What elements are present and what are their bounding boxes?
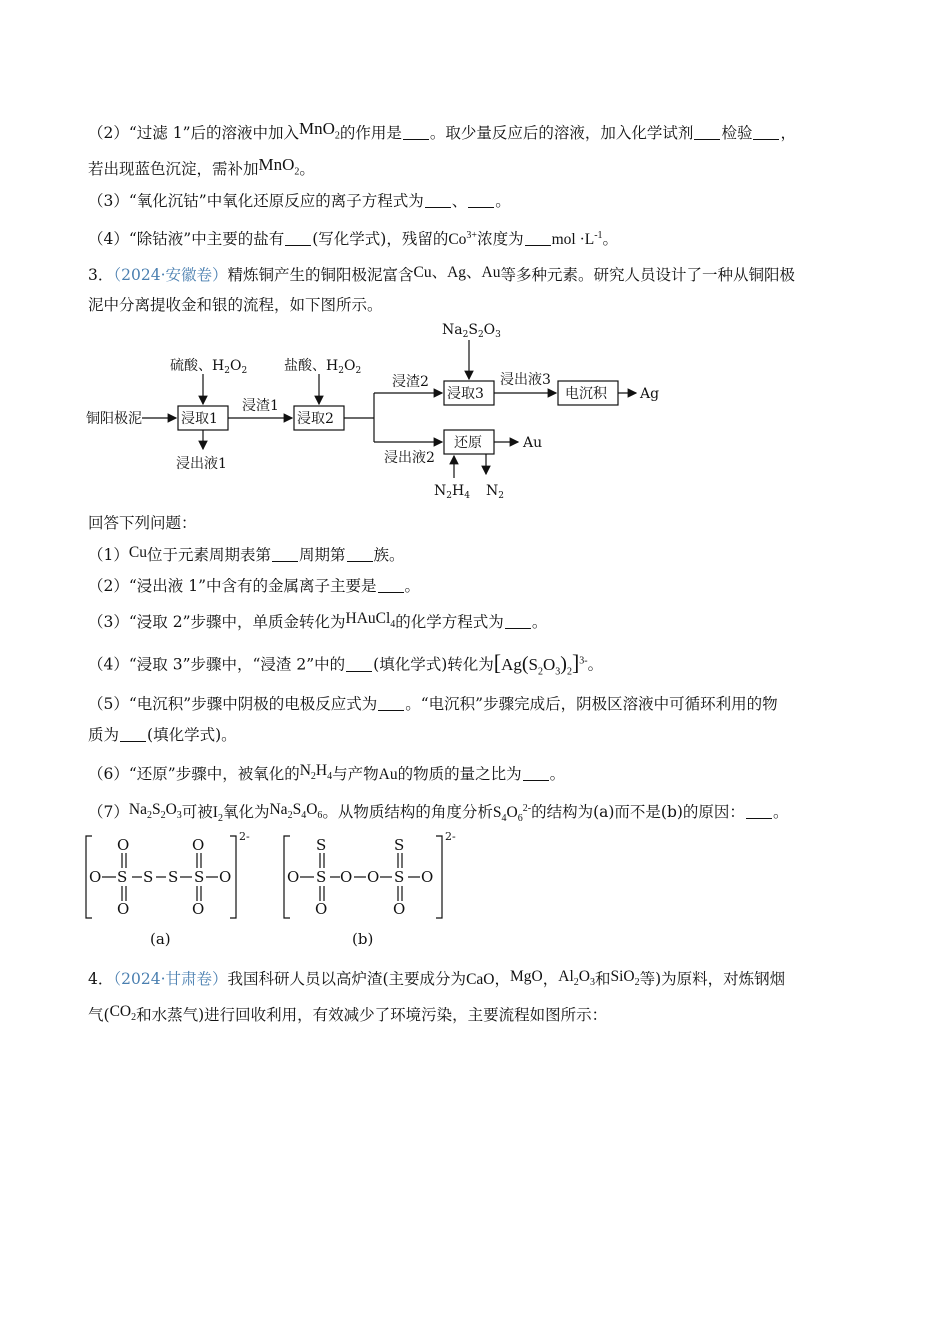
answer-blank[interactable] [468, 192, 494, 208]
residue-2: 浸渣2 [392, 374, 429, 390]
answer-blank[interactable] [378, 577, 404, 593]
box-reduce-label: 还原 [454, 435, 482, 451]
svg-text:O: O [192, 836, 205, 854]
answer-blank[interactable] [694, 124, 720, 140]
q3-sub-5-line1: （5）“电沉积”步骤中阴极的电极反应式为 。“电沉积”步骤完成后，阴极区溶液中可循环利用的物 [88, 695, 778, 713]
svg-text:O: O [340, 868, 353, 886]
q3-sub-5-line2: 质为 (填化学式)。 [88, 726, 237, 744]
answer-blank[interactable] [285, 230, 311, 246]
answer-blank[interactable] [403, 124, 429, 140]
leachate-2: 浸出液2 [384, 450, 435, 466]
structure-diagrams [84, 830, 464, 955]
svg-text:O: O [421, 868, 434, 886]
answer-blank[interactable] [272, 546, 298, 562]
q3-intro-line2: 泥中分离提收金和银的流程，如下图所示。 [88, 296, 383, 314]
answer-blank[interactable] [347, 546, 373, 562]
svg-text:S: S [117, 868, 128, 886]
product-au: Au [523, 435, 543, 451]
svg-text:S: S [316, 868, 327, 886]
q4-line1: 4．（2024·甘肃卷）我国科研人员以高炉渣(主要成分为CaO，MgO，$Al_2O_3$和SiO$_2$等)为原料，对炼钢烟 [88, 968, 786, 989]
answer-blank[interactable] [753, 124, 779, 140]
box-electro-label: 电沉积 [565, 386, 607, 402]
answer-blank[interactable] [346, 656, 372, 672]
svg-text:2-: 2- [239, 830, 250, 843]
question-source: （2024·甘肃卷） [113, 970, 228, 988]
answer-blank[interactable] [523, 765, 549, 781]
answer-blank[interactable] [746, 803, 772, 819]
mno2-formula: MnO$_2$ [299, 119, 340, 142]
flow-diagram [84, 318, 684, 508]
leachate-3: 浸出液3 [500, 372, 551, 388]
svg-text:S: S [316, 836, 327, 854]
svg-text:O: O [393, 900, 406, 918]
q3-sub-7: $(7)Na_2S_2O_3$可被$I_2$氧化为$Na_2S_4O_6$。从物质结构的角度分析$S_4O_6^{2-}$的结构为(a)而不是(b)的原因： 。 [88, 801, 789, 825]
product-ag: Ag [640, 386, 660, 402]
answer-blank[interactable] [378, 695, 404, 711]
element-list: Cu、Ag、Au [413, 264, 501, 281]
svg-text:S: S [194, 868, 205, 886]
svg-text:S: S [168, 868, 179, 886]
q3-intro-line1: 3．（2024·安徽卷）精炼铜产生的铜阳极泥富含Cu、Ag、Au等多种元素。研究人员设计了一种从铜阳极 [88, 264, 796, 284]
svg-text:2-: 2- [445, 830, 456, 843]
reagent-na2s2o3: $Na_2S_2O_3$ [442, 322, 501, 340]
flow-start: 铜阳极泥 [86, 411, 142, 427]
q3-sub-6: （6）“还原”步骤中，被氧化的$N_2H_4$与产物Au的物质的量之比为 。 [88, 762, 566, 783]
box-leach3-label: 浸取3 [447, 386, 484, 402]
q3-sub-4: （4）“浸取 3”步骤中，“浸渣 2”中的 (填化学式)转化为$[Ag(S_2O_3)_2]^{3-}$。 [88, 649, 604, 678]
answer-blank[interactable] [525, 230, 551, 246]
leachate-1: 浸出液1 [176, 456, 227, 472]
svg-text:S: S [394, 836, 405, 854]
q2-item-3: （3）“氧化沉钴”中氧化还原反应的离子方程式为 、 。 [88, 192, 511, 210]
answer-blank[interactable] [120, 726, 146, 742]
svg-text:O: O [117, 900, 130, 918]
svg-text:O: O [117, 836, 130, 854]
question-source: （2024·安徽卷） [113, 266, 228, 284]
reagent-2: 盐酸、$H_2O_2$ [284, 358, 362, 376]
product-n2: $N_2$ [486, 483, 504, 501]
q3-sub-2: （2）“浸出液 1”中含有的金属离子主要是 。 [88, 577, 421, 595]
q4-line2: 气($CO_2$和水蒸气)进行回收利用，有效减少了环境污染，主要流程如图所示： [88, 1003, 608, 1024]
complex-ion: $[Ag(S_2O_3)_2]^{3-}$ [493, 649, 588, 678]
structure-a-label: (a) [150, 930, 171, 948]
svg-text:S: S [143, 868, 154, 886]
structure-b-label: (b) [352, 930, 374, 948]
svg-text:O: O [219, 868, 232, 886]
answer-blank[interactable] [425, 192, 451, 208]
box-leach2-label: 浸取2 [297, 411, 334, 427]
svg-text:S: S [394, 868, 405, 886]
q3-sub-1: （1）Cu位于元素周期表第 周期第 族。 [88, 544, 405, 564]
co3-ion: $Co^{3+}$ [448, 230, 478, 249]
svg-text:O: O [287, 868, 300, 886]
svg-text:O: O [192, 900, 205, 918]
answer-prompt: 回答下列问题： [88, 514, 197, 532]
svg-text:O: O [315, 900, 328, 918]
answer-blank[interactable] [505, 613, 531, 629]
n2h4-formula: $N_2H_4$ [299, 762, 333, 783]
reagent-n2h4: $N_2H_4$ [434, 483, 470, 501]
mno2-formula: MnO$_2$ [258, 155, 300, 178]
q3-sub-3: （3）“浸取 2”步骤中，单质金转化为HAuCl$_4$的化学方程式为 。 [88, 610, 548, 631]
residue-1: 浸渣1 [242, 398, 279, 414]
box-leach1-label: 浸取1 [181, 411, 218, 427]
svg-text:O: O [367, 868, 380, 886]
q2-item-2-line1: （2）“过滤 1”后的溶液中加入MnO$_2$的作用是 。取少量反应后的溶液，加入化学试剂 检验 ， [88, 119, 796, 142]
svg-text:O: O [89, 868, 102, 886]
q2-item-4: （4）“除钴液”中主要的盐有 (写化学式)，残留的$Co^{3+}$浓度为 mol $\cdot L^{-1}$。 [88, 230, 619, 249]
q2-item-2-line2: 若出现蓝色沉淀，需补加MnO$_2$。 [88, 155, 315, 178]
reagent-1: 硫酸、$H_2O_2$ [170, 358, 248, 376]
